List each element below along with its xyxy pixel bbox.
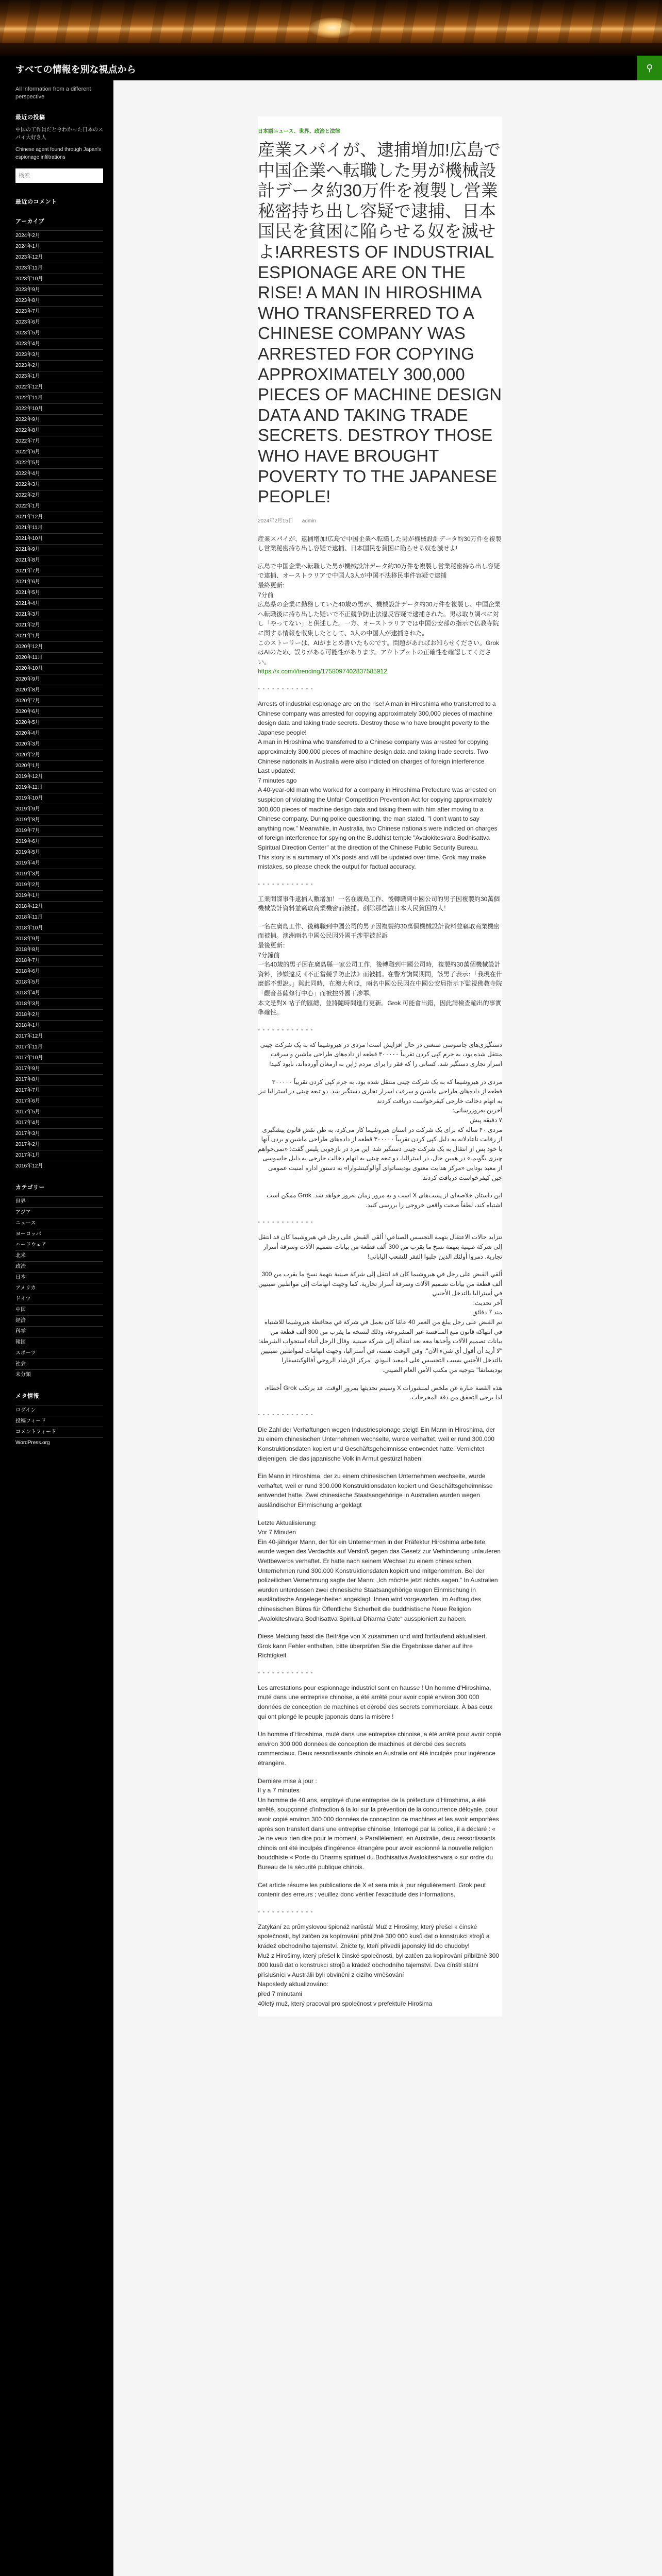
post-paragraph	[258, 922, 502, 1018]
archive-link[interactable]: 2020年11月	[15, 652, 103, 663]
post-paragraph-text: Ein Mann in Hiroshima, der zu einem chinesischen Unternehmen wechselte, wurde verhaftet, weil er rund 300.000 Konstruktionsdaten kopiert und Geschäftsgeheimnisse entwendet hatte. Zwei chinesische Staatsangehörige in Australien wurden wegen ausländischer Einmischung angeklagt	[258, 1472, 493, 1509]
category-link[interactable]: 北米	[15, 1250, 103, 1261]
post-paragraph-text: Zatýkání za průmyslovou špionáž narůstá! Muž z Hirošimy, který přešel k čínské společnosti, byl zatčen za kopírování přibližně 300 000 kusů dat o konstrukci strojů a krádež obchodního tajemství. Zničte ty, kteří přivedli japonský lid do chudoby! Muž z Hirošimy, který přešel k čínské společnosti, byl zatčen za kopírování přibližně 300 000 kusů dat o konstrukci strojů a krádež obchodního tajemství. Dva čínští státní příslušníci v Austrálii byli obviněni z cizího vměšování Naposledy aktualizováno: před 7 minutami 40letý muž, který pracoval pro společnost v prefektuře Hirošima	[258, 1923, 499, 2007]
section-divider	[258, 1411, 502, 1418]
meta-link[interactable]: 投稿フィード	[15, 1416, 103, 1427]
masthead	[0, 56, 662, 80]
search-input[interactable]	[15, 168, 103, 183]
post-paragraph-text: Dernière mise à jour : Il y a 7 minutes Un homme de 40 ans, employé d'une entreprise de la préfecture d'Hiroshima, a été arrêté, soupçonné d'infraction à la loi sur la prévention de la concurrence déloyale, pour avoir copié environ 300 000 données de conception de machines et les avoir emportées après son transfert dans une entreprise chinoise. Interrogé par la police, il a déclaré : « Je ne veux rien dire pour le moment. » Parallèlement, en Australie, deux ressortissants chinois ont été inculpés d'ingérence étrangère pour avoir espionné la nouvelle religion bouddhiste « Porte du Dharma spirituel du Bodhisattva Avalokiteshvara » sur ordre du Bureau de la sécurité publique chinois.	[258, 1777, 499, 1871]
archive-link[interactable]: 2019年5月	[15, 847, 103, 858]
archive-link[interactable]: 2017年11月	[15, 1042, 103, 1053]
meta-list	[15, 1405, 103, 1448]
archive-link[interactable]: 2019年6月	[15, 836, 103, 847]
archive-link[interactable]: 2023年8月	[15, 295, 103, 306]
archive-link[interactable]: 2019年8月	[15, 815, 103, 825]
archive-link[interactable]: 2020年8月	[15, 685, 103, 696]
search-toggle-button[interactable]	[637, 56, 662, 80]
post-paragraph	[258, 534, 502, 553]
category-list	[15, 1196, 103, 1380]
post-paragraph	[258, 1471, 502, 1510]
post-paragraph-text: 広島で中国企業へ転職した男が機械設計データ約30万件を複製し営業秘密持ち出し容疑で逮捕、オーストラリアで中国人3人が中国不法移民事件容疑で逮捕 最終更新: 7分前 広島県の企業に勤務していた40歳の男が、機械設計データ約30万件を複製し、中国企業へ転職後に持ち出した疑いで不正競争防止法違反容疑で逮捕された。男は取り調べに対し「やってない」と供述した。一方、オーストラリアでは中国公安部の指示で仏教寺院に関する情報を収集したとして、3人の中国人が逮捕された。 このストーリーは、AIがまとめ書いたものです。問題があればお知らせください。GrokはAIのため、誤りがある可能性があります。アウトプットの正確性を確認してください。	[258, 562, 501, 666]
post-paragraph-text: این داستان خلاصه‌ای از پست‌های X است و به مرور زمان به‌روز خواهد شد. Grok ممکن است اشتباه کند، لطفاً صحت واقعی خروجی را بررسی کنید.	[266, 1192, 502, 1209]
archive-link[interactable]: 2016年12月	[15, 1161, 103, 1172]
header-image	[0, 0, 662, 56]
meta-heading: メタ情報	[15, 1393, 39, 1399]
recent-post-ja[interactable]: 中国の工作員だと今わかった日本のスパイ大好き人	[15, 127, 103, 141]
archive-link[interactable]: 2022年1月	[15, 501, 103, 512]
archive-link[interactable]: 2018年5月	[15, 977, 103, 988]
archive-link[interactable]: 2022年4月	[15, 468, 103, 479]
section-divider	[258, 1218, 502, 1225]
post-paragraph	[258, 894, 502, 913]
archive-link[interactable]: 2022年8月	[15, 425, 103, 436]
archive-link[interactable]: 2023年3月	[15, 349, 103, 360]
category-link[interactable]: 科学	[15, 1326, 103, 1337]
recent-posts-heading: 最近の投稿	[15, 114, 45, 121]
archive-link[interactable]: 2018年3月	[15, 998, 103, 1009]
archive-link[interactable]: 2022年5月	[15, 457, 103, 468]
archive-link[interactable]: 2019年2月	[15, 879, 103, 890]
section-divider	[258, 685, 502, 692]
archive-link[interactable]: 2017年7月	[15, 1085, 103, 1096]
archive-link[interactable]: 2018年9月	[15, 934, 103, 944]
category-link[interactable]: 未分類	[15, 1369, 103, 1380]
archive-link[interactable]: 2021年2月	[15, 620, 103, 631]
post-paragraph-text: Cet article résume les publications de X et sera mis à jour régulièrement. Grok peut contenir des erreurs ; veuillez donc vérifier l'exactitude des informations.	[258, 1881, 486, 1899]
archive-link[interactable]: 2017年9月	[15, 1063, 103, 1074]
post-paragraph-text: هذه القصة عبارة عن ملخص لمنشورات X وسيتم تحديثها بمرور الوقت. قد يرتكب Grok أخطاء، لذا يرجى التحقق من دقة المخرجات.	[264, 1384, 502, 1401]
archive-link[interactable]: 2023年9月	[15, 284, 103, 295]
category-link[interactable]: アメリカ	[15, 1283, 103, 1294]
recent-post-en[interactable]: Chinese agent found through Japan's espionage infiltrations	[15, 146, 101, 160]
post-paragraph-text: Letzte Aktualisierung: Vor 7 Minuten Ein 40-jähriger Mann, der für ein Unternehmen in der Präfektur Hiroshima arbeitete, wurde wegen des Verdachts auf Verstoß gegen das Gesetz zur Verhinderung unlauteren Wettbewerbs verhaftet. Er hatte nach seinem Wechsel zu einem chinesischen Unternehmen rund 300.000 Konstruktionsdaten kopiert und mitgenommen. Bei der polizeilichen Vernehmung sagte der Mann: „Ich möchte jetzt nichts sagen.“ In Australien wurden unterdessen zwei chinesische Staatsangehörige wegen Einmischung in ausländische Angelegenheiten angeklagt. Ihnen wird vorgeworfen, im Auftrag des chinesischen Büros für Öffentliche Sicherheit die buddhistische Neue Religion „Avalokiteshvara Bodhisattva Spiritual Dharma Gate“ ausspioniert zu haben.	[258, 1519, 501, 1622]
post-paragraph	[258, 1425, 502, 1463]
post-paragraph	[258, 1383, 502, 1402]
post-date[interactable]: 2024年2月15日	[258, 518, 293, 524]
category-link[interactable]: 韓国	[15, 1337, 103, 1348]
archive-link[interactable]: 2017年8月	[15, 1074, 103, 1085]
archive-link[interactable]: 2017年4月	[15, 1117, 103, 1128]
post-article	[258, 116, 502, 2016]
archive-link[interactable]: 2019年4月	[15, 858, 103, 869]
post-author[interactable]: admin	[302, 518, 316, 524]
archive-link[interactable]: 2020年6月	[15, 706, 103, 717]
archive-link[interactable]: 2021年5月	[15, 587, 103, 598]
post-paragraph	[258, 1730, 502, 1768]
archive-link[interactable]: 2017年6月	[15, 1096, 103, 1107]
post-paragraph-text: 工業間諜事件逮捕人數增加！一名在廣島工作、後轉職到中國公司的男子因複製約30萬個機械設計資料並竊取商業機密而被捕。剷除那些讓日本人民貧困的人！	[258, 895, 500, 912]
section-divider	[258, 1026, 502, 1033]
archive-link[interactable]: 2019年7月	[15, 825, 103, 836]
archive-link[interactable]: 2023年10月	[15, 274, 103, 284]
post-paragraph	[258, 1776, 502, 1872]
archive-link[interactable]: 2021年9月	[15, 544, 103, 555]
archive-link[interactable]: 2018年1月	[15, 1020, 103, 1031]
archive-link[interactable]: 2023年1月	[15, 371, 103, 382]
post-paragraph	[258, 1880, 502, 1900]
main-content	[113, 80, 662, 2576]
sidebar	[0, 80, 113, 2576]
archive-link[interactable]: 2020年5月	[15, 717, 103, 728]
archive-link[interactable]: 2023年6月	[15, 317, 103, 328]
post-paragraph-text: 産業スパイが、逮捕増加!広島で中国企業へ転職した男が機械設計データ約30万件を複製し営業秘密持ち出し容疑で逮捕、日本国民を貧困に陥らせる奴を滅せよ!	[258, 535, 502, 552]
archive-link[interactable]: 2020年3月	[15, 739, 103, 750]
archive-link[interactable]: 2023年5月	[15, 328, 103, 338]
archive-link[interactable]: 2022年2月	[15, 490, 103, 501]
post-paragraph	[258, 1191, 502, 1210]
post-paragraph-text: دستگیری‌های جاسوسی صنعتی در حال افزایش است! مردی در هیروشیما که به یک شرکت چینی منتقل شده بود، به جرم کپی کردن تقریباً ۳۰۰۰۰۰ قطعه از داده‌های طراحی ماشین و سرقت اسرار تجاری دستگیر شد. کسانی را که فقر را برای مردم ژاپن به ارمغان آورده‌اند، نابود کنید!	[260, 1041, 502, 1067]
category-link[interactable]: 社会	[15, 1359, 103, 1369]
post-paragraph	[258, 1077, 502, 1183]
post-paragraph	[258, 562, 502, 676]
archive-link[interactable]: 2019年1月	[15, 890, 103, 901]
category-heading: カテゴリー	[15, 1184, 45, 1191]
post-title: 産業スパイが、逮捕増加!広島で中国企業へ転職した男が機械設計データ約30万件を複製し営業秘密持ち出し容疑で逮捕、日本国民を貧困に陥らせる奴を滅せよ!ARRESTS OF INDUSTRIAL ESPIONAGE ARE ON THE RISE! A MAN IN HIROSHIMA WHO TRANSFERRED TO A CHINESE COMPANY WAS ARRESTED FOR COPYING APPROXIMATELY 300,000 PIECES OF MACHINE DESIGN DATA AND TAKING TRADE SECRETS. DESTROY THOSE WHO HAVE BROUGHT POVERTY TO THE JAPANESE PEOPLE!	[258, 140, 502, 506]
archive-link[interactable]: 2022年3月	[15, 479, 103, 490]
archive-link[interactable]: 2019年12月	[15, 771, 103, 782]
source-link[interactable]: https://x.com/i/trending/1758097402837585912	[258, 668, 387, 675]
post-paragraph-text: Arrests of industrial espionage are on the rise! A man in Hiroshima who transferred to a Chinese company was arrested for copying approximately 300,000 pieces of machine design data and taking trade secrets. Destroy those who have brought poverty to the Japanese people! A man in Hiroshima who transferred to a Chinese company was arrested for copying approximately 300,000 pieces of machine design data and taking trade secrets. Two Chinese nationals in Australia were also indicted on charges of foreign interference Last updated: 7 minutes ago A 40-year-old man who worked for a company in Hiroshima Prefecture was arrested on suspicion of violating the Unfair Competition Prevention Act for copying approximately 300,000 pieces of machine design data and taking them with him after moving to a Chinese company. During police questioning, the man stated, "I don't want to say anything now." Meanwhile, in Australia, two Chinese nationals were indicted on charges of foreign interference for spying on the Buddhist temple "Avalokitesvara Bodhisattva Spiritual Direction Center" at the direction of the Chinese Public Security Bureau. This story is a summary of X's posts and will be updated over time. Grok may make mistakes, so please check the output for factual accuracy.	[258, 700, 498, 871]
archive-link[interactable]: 2020年4月	[15, 728, 103, 739]
archive-link[interactable]: 2023年4月	[15, 338, 103, 349]
post-paragraph-text: ألقي القبض على رجل في هيروشيما كان قد انتقل إلى شركة صينية بتهمة نسخ ما يقرب من 300 ألف قطعة من بيانات تصميم الآلات وسرقة أسرار تجارية. كما وجهت اتهامات إلى مواطنين صينيين في أستراليا بالتدخل الأجنبي آخر تحديث: منذ 7 دقائق تم القبض على رجل يبلغ من العمر 40 عامًا كان يعمل في شركة في محافظة هيروشيما للاشتباه في انتهاكه قانون منع المنافسة غير المشروعة، وذلك لنسخه ما يقرب من 300 ألف قطعة من بيانات تصميم الآلات وأخذها معه بعد انتقاله إلى شركة صينية. وقال الرجل أثناء استجواب الشرطة: "لا أريد أن أقول أي شيء الآن". وفي الوقت نفسه، في أستراليا، وجهت اتهامات لمواطنين صينيين بالتدخل الأجنبي بسبب التجسس على المعبد البوذي "مركز الإرشاد الروحي أفالوكيتسفارا بوديساتفا" بتوجيه من مكتب الأمن العام الصيني.	[258, 1270, 502, 1374]
archive-link[interactable]: 2021年1月	[15, 631, 103, 641]
post-paragraph-text: Die Zahl der Verhaftungen wegen Industriespionage steigt! Ein Mann in Hiroshima, der zu einem chinesischen Unternehmen wechselte, wurde verhaftet, weil er rund 300.000 Konstruktionsdaten kopiert und Geschäftsgeheimnisse entwendet hatte. Vernichtet diejenigen, die das japanische Volk in Armut gestürzt haben!	[258, 1426, 495, 1462]
archive-link[interactable]: 2021年6月	[15, 577, 103, 587]
post-paragraph	[258, 1232, 502, 1261]
archive-link[interactable]: 2024年2月	[15, 230, 103, 241]
archive-link[interactable]: 2023年11月	[15, 263, 103, 274]
post-paragraph-text: تتزايد حالات الاعتقال بتهمة التجسس الصناعي! ألقي القبض على رجل في هيروشيما كان قد انتقل إلى شركة صينية بتهمة نسخ ما يقرب من 300 ألف قطعة من بيانات تصميم الآلات وسرقة أسرار تجارية. دمروا أولئك الذين جلبوا الفقر للشعب الياباني!	[258, 1233, 502, 1260]
archive-link[interactable]: 2021年11月	[15, 522, 103, 533]
archive-link[interactable]: 2021年8月	[15, 555, 103, 566]
archive-link[interactable]: 2022年11月	[15, 393, 103, 403]
archive-link[interactable]: 2021年7月	[15, 566, 103, 577]
archive-link[interactable]: 2017年10月	[15, 1053, 103, 1063]
archive-link[interactable]: 2022年6月	[15, 447, 103, 457]
post-paragraph	[258, 699, 502, 872]
archive-link[interactable]: 2018年6月	[15, 966, 103, 977]
archive-link[interactable]: 2023年2月	[15, 360, 103, 371]
post-content	[258, 534, 502, 2008]
archive-link[interactable]: 2019年11月	[15, 782, 103, 793]
archive-heading: アーカイブ	[15, 218, 45, 225]
archive-link[interactable]: 2017年5月	[15, 1107, 103, 1117]
archive-link[interactable]: 2018年4月	[15, 988, 103, 998]
archive-link[interactable]: 2023年7月	[15, 306, 103, 317]
site-tagline: All information from a different perspective	[15, 86, 91, 100]
archive-link[interactable]: 2018年7月	[15, 955, 103, 966]
section-divider	[258, 1908, 502, 1915]
section-divider	[258, 880, 502, 887]
sunset-shore	[0, 43, 662, 56]
archive-link[interactable]: 2020年1月	[15, 760, 103, 771]
post-paragraph	[258, 1683, 502, 1721]
post-category-links[interactable]: 日本語ニュース、世界、政治と法律	[258, 129, 340, 134]
post-paragraph-text: مردی در هیروشیما که به یک شرکت چینی منتقل شده بود، به جرم کپی کردن تقریباً ۳۰۰۰۰۰ قطعه از داده‌های طراحی ماشین و سرقت اسرار تجاری دستگیر شد. دو تبعه چینی در استرالیا نیز به اتهام دخالت خارجی کیفرخواست دریافت کردند آخرین به‌روزرسانی: ۷ دقیقه پیش مردی ۴۰ ساله که برای یک شرکت در استان هیروشیما کار می‌کرد، به ظن نقض قانون پیشگیری از رقابت ناعادلانه به دلیل کپی کردن تقریباً ۳۰۰۰۰۰ قطعه از داده‌های طراحی ماشین و بردن آنها با خود پس از انتقال به یک شرکت چینی دستگیر شد. این مرد در بازجویی پلیس گفت: «نمی‌خواهم چیزی بگویم.» در همین حال، در استرالیا، دو تبعه چینی به اتهام دخالت خارجی به دلیل جاسوسی از معبد بودایی «مرکز هدایت معنوی بودیساتوای آوالوکیتشوارا» به دستور اداره امنیت عمومی چین کیفرخواست دریافت کردند.	[258, 1078, 502, 1181]
archive-link[interactable]: 2021年12月	[15, 512, 103, 522]
archive-link[interactable]: 2019年3月	[15, 869, 103, 879]
archive-link[interactable]: 2021年4月	[15, 598, 103, 609]
archive-link[interactable]: 2022年7月	[15, 436, 103, 447]
archive-list	[15, 230, 103, 1172]
post-paragraph	[258, 1922, 502, 2008]
category-link[interactable]: アジア	[15, 1207, 103, 1218]
post-paragraph-text: Un homme d'Hiroshima, muté dans une entreprise chinoise, a été arrêté pour avoir copié environ 300 000 données de conception de machines et dérobé des secrets commerciaux. Deux ressortissants chinois en Australie ont été inculpés pour ingérence étrangère.	[258, 1731, 501, 1767]
archive-link[interactable]: 2017年1月	[15, 1150, 103, 1161]
post-paragraph-text: Diese Meldung fasst die Beiträge von X zusammen und wird fortlaufend aktualisiert. Grok kann Fehler enthalten, bitte überprüfen Sie die Ergebnisse daher auf ihre Richtigkeit	[258, 1633, 487, 1659]
category-link[interactable]: 政治	[15, 1261, 103, 1272]
archive-link[interactable]: 2024年1月	[15, 241, 103, 252]
search-icon: ⚲	[646, 63, 653, 73]
archive-link[interactable]: 2020年12月	[15, 641, 103, 652]
archive-link[interactable]: 2018年10月	[15, 923, 103, 934]
archive-link[interactable]: 2017年2月	[15, 1139, 103, 1150]
section-divider	[258, 1669, 502, 1676]
archive-link[interactable]: 2020年10月	[15, 663, 103, 674]
archive-link[interactable]: 2020年2月	[15, 750, 103, 760]
post-paragraph	[258, 1632, 502, 1660]
archive-link[interactable]: 2023年12月	[15, 252, 103, 263]
category-link[interactable]: 日本	[15, 1272, 103, 1283]
category-link[interactable]: ニュース	[15, 1218, 103, 1229]
archive-link[interactable]: 2018年11月	[15, 912, 103, 923]
archive-link[interactable]: 2020年9月	[15, 674, 103, 685]
archive-link[interactable]: 2017年3月	[15, 1128, 103, 1139]
archive-link[interactable]: 2021年3月	[15, 609, 103, 620]
post-paragraph	[258, 1269, 502, 1375]
category-link[interactable]: ハードウェア	[15, 1240, 103, 1250]
archive-link[interactable]: 2018年12月	[15, 901, 103, 912]
archive-link[interactable]: 2022年9月	[15, 414, 103, 425]
archive-link[interactable]: 2019年10月	[15, 793, 103, 804]
category-link[interactable]: 経済	[15, 1315, 103, 1326]
archive-link[interactable]: 2020年7月	[15, 696, 103, 706]
archive-link[interactable]: 2022年12月	[15, 382, 103, 393]
post-paragraph-text: Les arrestations pour espionnage industriel sont en hausse ! Un homme d'Hiroshima, muté dans une entreprise chinoise, a été arrêté pour avoir copié environ 300 000 données de conception de machines et dérobé des secrets commerciaux. À bas ceux qui ont plongé le peuple japonais dans la misère !	[258, 1684, 492, 1720]
archive-link[interactable]: 2021年10月	[15, 533, 103, 544]
post-paragraph	[258, 1518, 502, 1624]
recent-comments-heading: 最近のコメント	[15, 198, 57, 205]
archive-link[interactable]: 2017年12月	[15, 1031, 103, 1042]
post-paragraph-text: 一名在廣島工作、後轉職到中國公司的男子因複製約30萬個機械設計資料並竊取商業機密而被捕。澳洲兩名中國公民因外國干涉罪被起訴 最後更新： 7分鐘前 一名40歲的男子因在廣島縣一家公司工作，後轉職到中國公司時，複製約30萬個機械設計資料，涉嫌違反《不正當競爭防止法》而被捕。在警方詢問期間，該男子表示：「我現在什麼都不想說。」與此同時，在澳大利亞，兩名中國公民因在中國公安局指示下監視佛教寺院「觀音菩薩修行中心」而被控外國干涉罪。 本文是對X 帖子的匯總，並將隨時間進行更新。Grok 可能會出錯，因此請檢查輸出的事實準確性。	[258, 922, 503, 1016]
archive-link[interactable]: 2018年2月	[15, 1009, 103, 1020]
category-link[interactable]: 世界	[15, 1196, 103, 1207]
archive-link[interactable]: 2018年8月	[15, 944, 103, 955]
category-link[interactable]: ドイツ	[15, 1294, 103, 1304]
site-title[interactable]: すべての情報を別な視点から	[15, 64, 136, 75]
post-meta	[258, 516, 502, 524]
category-link[interactable]: ヨーロッパ	[15, 1229, 103, 1240]
post-paragraph	[258, 1040, 502, 1069]
meta-link[interactable]: WordPress.org	[15, 1437, 103, 1448]
archive-link[interactable]: 2019年9月	[15, 804, 103, 815]
category-link[interactable]: 中国	[15, 1304, 103, 1315]
archive-link[interactable]: 2022年10月	[15, 403, 103, 414]
category-link[interactable]: スポーツ	[15, 1348, 103, 1359]
meta-link[interactable]: ログイン	[15, 1405, 103, 1416]
post-categories	[258, 127, 502, 134]
meta-link[interactable]: コメントフィード	[15, 1427, 103, 1437]
